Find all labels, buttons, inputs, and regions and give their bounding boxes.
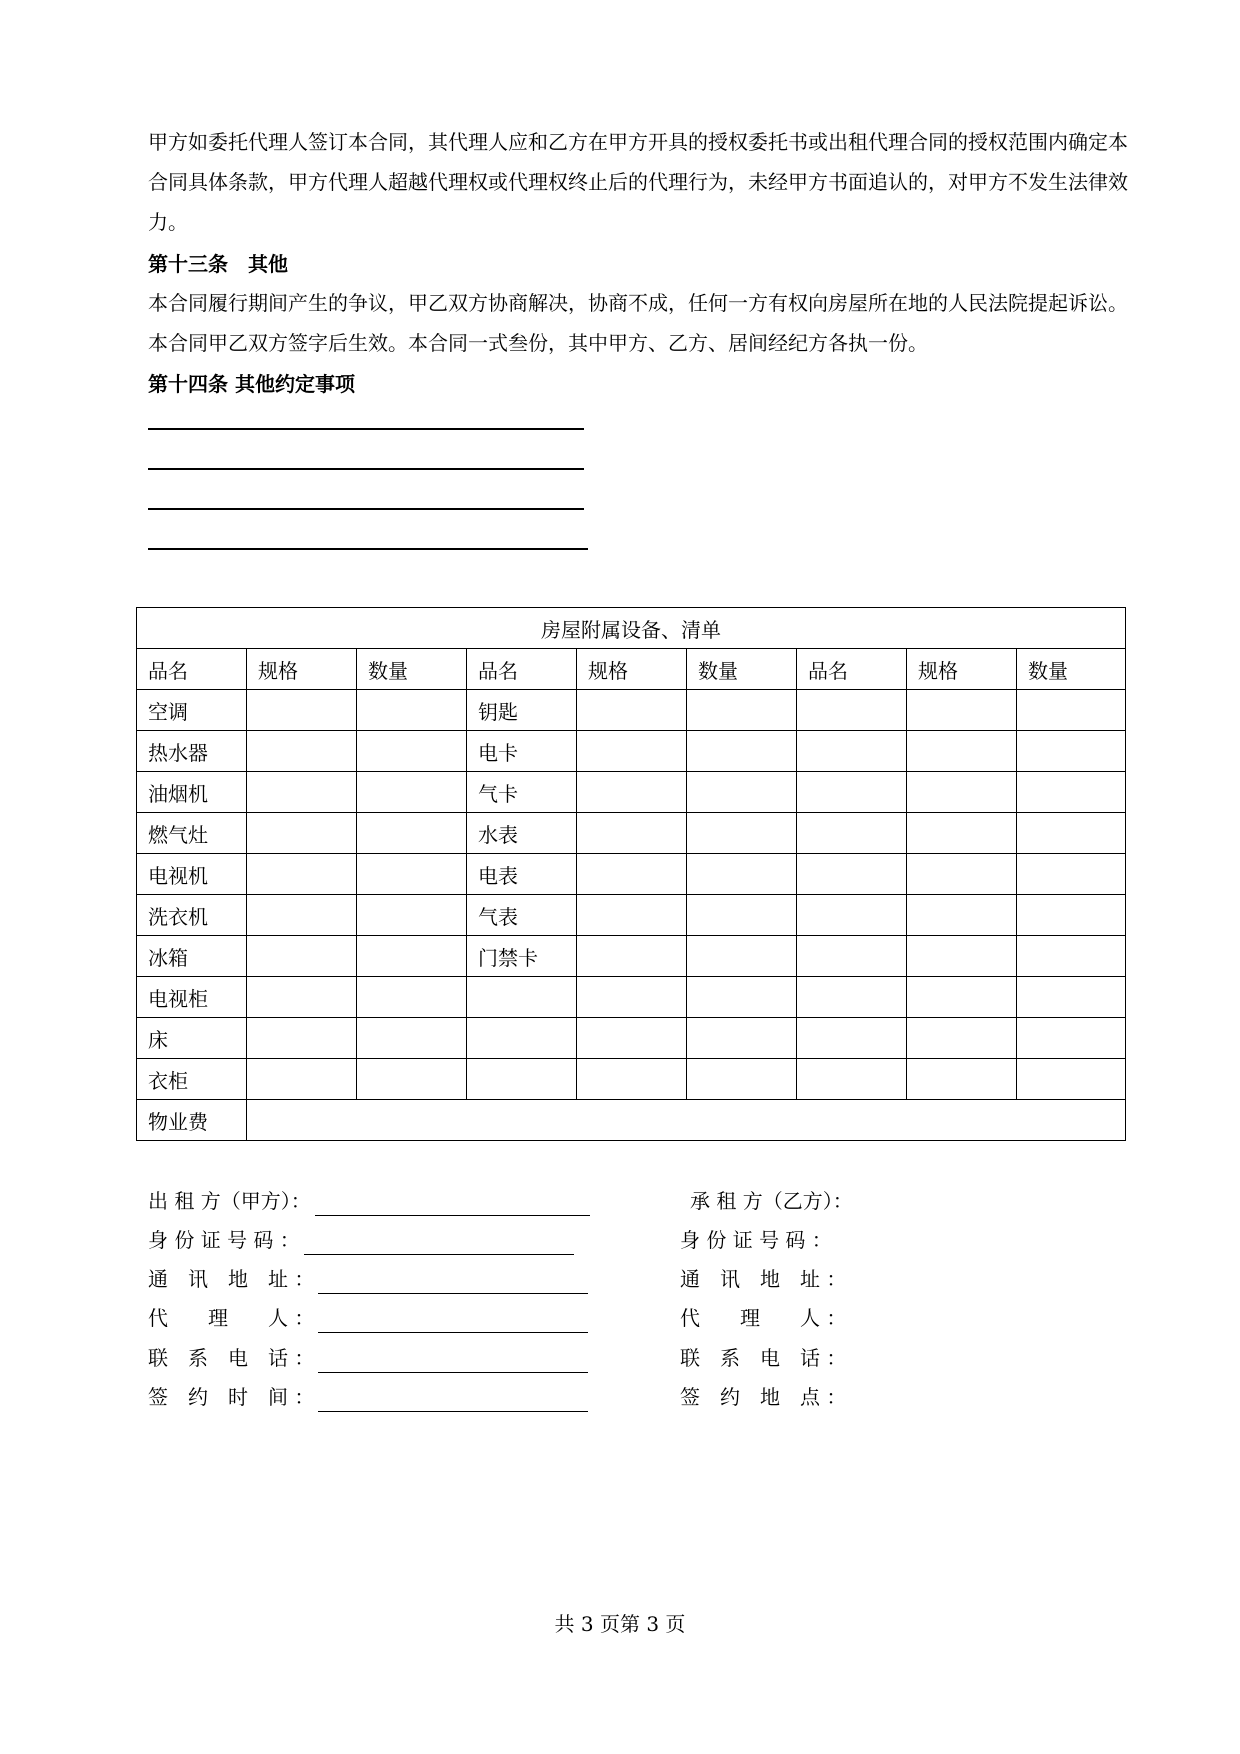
lessor-signature-row	[148, 1264, 588, 1294]
table-row	[137, 772, 1126, 813]
lessor-field-blank[interactable]	[318, 1350, 588, 1373]
item-name-cell[interactable]	[467, 977, 577, 1018]
column-header: 规格	[907, 649, 1017, 690]
column-header: 品名	[137, 649, 247, 690]
lessee-field-label: 联 系 电 话 ：	[680, 1346, 847, 1370]
item-name-cell[interactable]: 电视机	[137, 854, 247, 895]
table-cell[interactable]	[577, 854, 687, 895]
lessor-signature-row	[148, 1382, 588, 1412]
table-cell[interactable]	[1017, 772, 1126, 813]
item-name-cell[interactable]	[797, 731, 907, 772]
table-cell[interactable]	[247, 977, 357, 1018]
page-footer: 共 3 页第 3 页	[554, 1612, 686, 1636]
item-name-cell[interactable]	[797, 977, 907, 1018]
article12-continued-paragraph: 甲方如委托代理人签订本合同，其代理人应和乙方在甲方开具的授权委托书或出租代理合同的授权范围内确定本合同具体条款，甲方代理人超越代理权或代理权终止后的代理行为，未经甲方书面追认的，对甲方不发生法律效力。	[148, 130, 1128, 234]
table-row	[137, 1059, 1126, 1100]
table-cell[interactable]	[907, 936, 1017, 977]
lessee-signature-row	[680, 1264, 846, 1294]
table-row	[137, 813, 1126, 854]
article13-heading: 第十三条 其他	[148, 252, 288, 276]
table-caption: 房屋附属设备、清单	[137, 608, 1126, 649]
item-name-cell[interactable]: 燃气灶	[137, 813, 247, 854]
table-cell[interactable]	[907, 772, 1017, 813]
lessor-field-label: 签 约 时 间 ：	[148, 1385, 315, 1409]
lessor-field-blank[interactable]	[315, 1193, 590, 1216]
table-cell[interactable]	[907, 854, 1017, 895]
lessor-field-blank[interactable]	[318, 1310, 588, 1333]
table-cell[interactable]	[357, 772, 467, 813]
item-name-cell[interactable]: 电视柜	[137, 977, 247, 1018]
table-caption-row	[137, 608, 1126, 649]
table-cell[interactable]	[357, 936, 467, 977]
table-cell[interactable]	[907, 690, 1017, 731]
lessee-field-label: 身 份 证 号 码 ：	[680, 1228, 832, 1252]
article14-heading: 第十四条 其他约定事项	[148, 372, 355, 396]
property-fee-value[interactable]	[247, 1100, 1126, 1141]
table-cell[interactable]	[247, 895, 357, 936]
lessor-field-blank[interactable]	[318, 1389, 588, 1412]
lessee-signature-row	[680, 1382, 846, 1412]
table-row	[137, 854, 1126, 895]
table-row	[137, 1018, 1126, 1059]
table-cell[interactable]	[1017, 1059, 1126, 1100]
table-cell[interactable]	[247, 1018, 357, 1059]
table-cell[interactable]	[907, 895, 1017, 936]
table-cell[interactable]	[907, 1059, 1017, 1100]
lessor-signature-row	[148, 1303, 588, 1333]
lessor-field-label: 身 份 证 号 码 ：	[148, 1228, 300, 1252]
lessor-signature-row	[148, 1225, 574, 1255]
lessee-signature-row	[690, 1186, 853, 1216]
table-cell[interactable]	[687, 731, 797, 772]
table-cell[interactable]	[357, 731, 467, 772]
table-cell[interactable]	[907, 731, 1017, 772]
table-cell[interactable]	[357, 977, 467, 1018]
lessee-field-label: 通 讯 地 址 ：	[680, 1267, 847, 1291]
table-cell[interactable]	[1017, 813, 1126, 854]
table-cell[interactable]	[577, 690, 687, 731]
table-cell[interactable]	[907, 977, 1017, 1018]
item-name-cell[interactable]: 衣柜	[137, 1059, 247, 1100]
item-name-cell[interactable]: 水表	[467, 813, 577, 854]
lessee-signature-row	[680, 1343, 846, 1373]
table-cell[interactable]	[687, 936, 797, 977]
table-cell[interactable]	[577, 731, 687, 772]
table-cell[interactable]	[577, 895, 687, 936]
column-header: 数量	[1017, 649, 1126, 690]
other-terms-line-4[interactable]	[148, 548, 588, 550]
column-header: 品名	[797, 649, 907, 690]
item-name-cell[interactable]: 空调	[137, 690, 247, 731]
table-cell[interactable]	[1017, 977, 1126, 1018]
lessee-field-label: 代 理 人 ：	[680, 1306, 847, 1330]
table-cell[interactable]	[247, 813, 357, 854]
table-cell[interactable]	[247, 772, 357, 813]
lessor-field-label: 联 系 电 话 ：	[148, 1346, 315, 1370]
article13-body: 本合同履行期间产生的争议，甲乙双方协商解决，协商不成，任何一方有权向房屋所在地的人民法院提起诉讼。本合同甲乙双方签字后生效。本合同一式叁份，其中甲方、乙方、居间经纪方各执一份。	[148, 291, 1128, 355]
lessor-field-blank[interactable]	[304, 1232, 574, 1255]
item-name-cell[interactable]	[797, 1018, 907, 1059]
column-header: 规格	[577, 649, 687, 690]
table-cell[interactable]	[1017, 936, 1126, 977]
column-header: 品名	[467, 649, 577, 690]
table-cell[interactable]	[357, 1018, 467, 1059]
property-fee-row	[137, 1100, 1126, 1141]
table-cell[interactable]	[577, 1018, 687, 1059]
lessee-signature-row	[680, 1303, 846, 1333]
table-cell[interactable]	[687, 1059, 797, 1100]
lessor-signature-row	[148, 1186, 590, 1216]
table-cell[interactable]	[687, 1018, 797, 1059]
table-cell[interactable]	[687, 813, 797, 854]
item-name-cell[interactable]	[467, 1018, 577, 1059]
table-header-row	[137, 649, 1126, 690]
table-cell[interactable]	[577, 772, 687, 813]
other-terms-line-2[interactable]	[148, 468, 584, 470]
column-header: 数量	[357, 649, 467, 690]
other-terms-line-3[interactable]	[148, 508, 584, 510]
item-name-cell[interactable]: 电表	[467, 854, 577, 895]
table-cell[interactable]	[687, 895, 797, 936]
lessor-signature-row	[148, 1343, 588, 1373]
item-name-cell[interactable]: 热水器	[137, 731, 247, 772]
table-row	[137, 731, 1126, 772]
table-cell[interactable]	[357, 813, 467, 854]
item-name-cell[interactable]: 门禁卡	[467, 936, 577, 977]
item-name-cell[interactable]: 冰箱	[137, 936, 247, 977]
column-header: 规格	[247, 649, 357, 690]
item-name-cell[interactable]	[797, 854, 907, 895]
item-name-cell[interactable]	[797, 690, 907, 731]
item-name-cell[interactable]	[467, 1059, 577, 1100]
item-name-cell[interactable]	[797, 1059, 907, 1100]
table-cell[interactable]	[1017, 731, 1126, 772]
table-cell[interactable]	[687, 772, 797, 813]
table-cell[interactable]	[577, 936, 687, 977]
table-cell[interactable]	[247, 936, 357, 977]
table-cell[interactable]	[1017, 690, 1126, 731]
table-cell[interactable]	[577, 977, 687, 1018]
table-cell[interactable]	[357, 690, 467, 731]
lessor-field-label: 代 理 人 ：	[148, 1306, 315, 1330]
table-cell[interactable]	[577, 1059, 687, 1100]
equipment-table	[136, 607, 1126, 1141]
table-cell[interactable]	[247, 731, 357, 772]
table-cell[interactable]	[907, 813, 1017, 854]
item-name-cell[interactable]	[797, 936, 907, 977]
item-name-cell[interactable]	[797, 895, 907, 936]
lessor-field-blank[interactable]	[318, 1271, 588, 1294]
item-name-cell[interactable]: 床	[137, 1018, 247, 1059]
table-cell[interactable]	[907, 1018, 1017, 1059]
item-name-cell[interactable]	[797, 813, 907, 854]
table-cell[interactable]	[1017, 854, 1126, 895]
lessee-signature-row	[680, 1225, 832, 1255]
table-row	[137, 977, 1126, 1018]
lessor-field-label: 通 讯 地 址 ：	[148, 1267, 315, 1291]
lessee-field-label: 承 租 方（乙方）：	[690, 1189, 853, 1213]
item-name-cell[interactable]: 油烟机	[137, 772, 247, 813]
table-cell[interactable]	[687, 854, 797, 895]
lessor-field-label: 出 租 方（甲方）：	[148, 1189, 311, 1213]
table-cell[interactable]	[1017, 1018, 1126, 1059]
table-cell[interactable]	[687, 977, 797, 1018]
table-cell[interactable]	[357, 1059, 467, 1100]
table-cell[interactable]	[247, 854, 357, 895]
table-cell[interactable]	[687, 690, 797, 731]
item-name-cell[interactable]: 气表	[467, 895, 577, 936]
lessee-field-label: 签 约 地 点 ：	[680, 1385, 847, 1409]
other-terms-line-1[interactable]	[148, 428, 584, 430]
item-name-cell[interactable]: 钥匙	[467, 690, 577, 731]
item-name-cell[interactable]	[797, 772, 907, 813]
table-cell[interactable]	[357, 854, 467, 895]
table-row	[137, 936, 1126, 977]
column-header: 数量	[687, 649, 797, 690]
table-cell[interactable]	[357, 895, 467, 936]
property-fee-label: 物业费	[137, 1100, 247, 1141]
table-row	[137, 690, 1126, 731]
item-name-cell[interactable]: 气卡	[467, 772, 577, 813]
item-name-cell[interactable]: 洗衣机	[137, 895, 247, 936]
table-cell[interactable]	[247, 690, 357, 731]
table-row	[137, 895, 1126, 936]
table-cell[interactable]	[1017, 895, 1126, 936]
table-cell[interactable]	[577, 813, 687, 854]
item-name-cell[interactable]: 电卡	[467, 731, 577, 772]
table-cell[interactable]	[247, 1059, 357, 1100]
